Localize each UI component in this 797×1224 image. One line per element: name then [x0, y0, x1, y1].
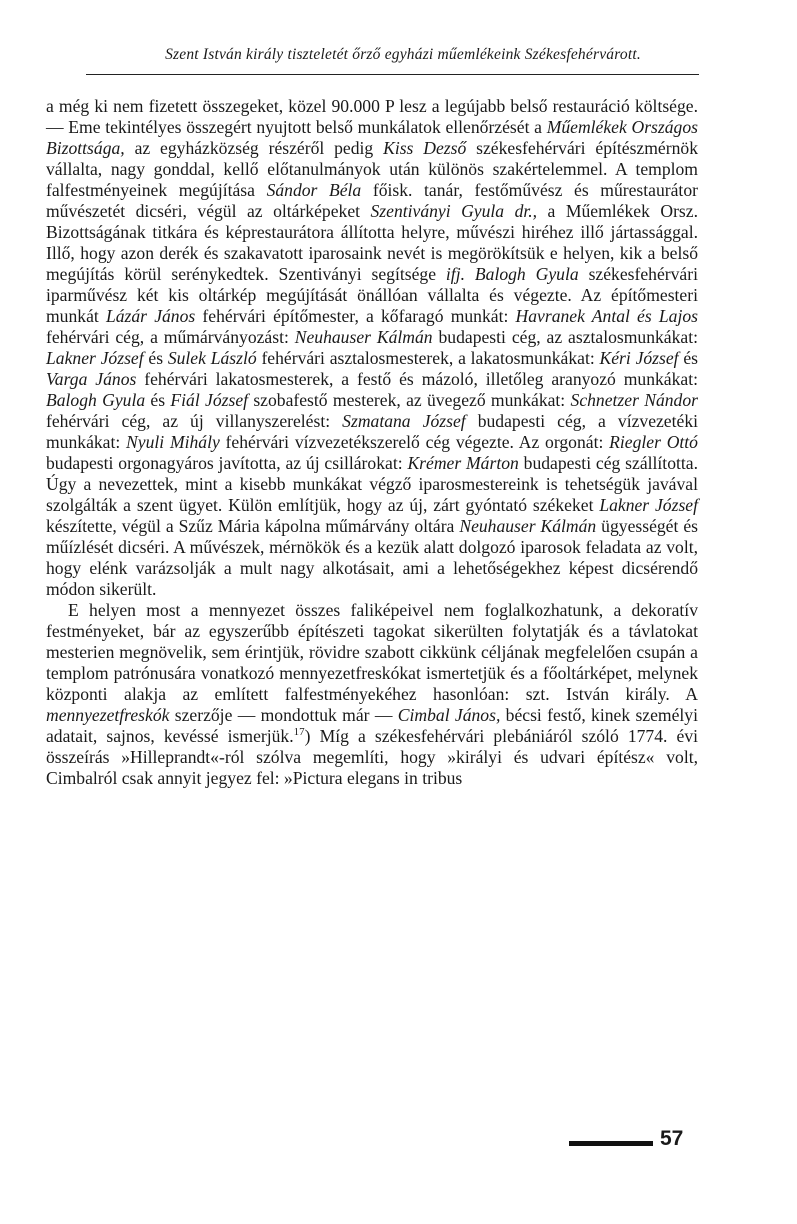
- paragraph: [46, 600, 698, 789]
- text-run: ügyességét és műízlését dicséri. A művészek, mérnökök és a kezük alatt dolgozó iparosok feladata az volt, hogy elénk varázsolják a mult nagy alkotásait, ami a lehetőségekhez képest dicsérendő módon sikerült.: [46, 516, 698, 599]
- text-run: E helyen most a mennyezet összes faliképeivel nem foglalkozhatunk, a dekoratív festményeket, bár az egyszerűbb építészeti tagokat sikerülten folytatják és a távlatokat mesterien megnövelik, sem érintjük, rövidre szabott cikkünk céljának megfelelően csupán a templom patrónusára vonatkozó mennyezetfreskókat ismertetjük és a főoltárképet, melynek központi alakja az említett falfestményekéhez hasonlóan: szt. István király. A: [46, 600, 698, 704]
- page-number: 57: [660, 1127, 684, 1150]
- italic-name: Neuhauser Kálmán: [294, 327, 433, 347]
- italic-name: Fiál József: [170, 390, 249, 410]
- text-run: készítette, végül a Szűz Mária kápolna műmárvány oltára: [46, 516, 460, 536]
- text-run: főisk. tanár, festőművész és műrestaurátor művészetét dicséri, végül az oltárképeket: [46, 180, 698, 221]
- text-run: és: [145, 390, 171, 410]
- text-run: fehérvári asztalosmesterek, a lakatosmunkákat:: [256, 348, 600, 368]
- text-run: székesfehérvári építészmérnök vállalta, nagy gonddal, kellő előtanulmányok után különös szakértelemmel. A templom falfestményeinek megújítása: [46, 138, 698, 200]
- paragraph: [46, 96, 698, 600]
- text-run: budapesti cég szállította. Úgy a nevezettek, mint a kisebb munkákat végző iparosmestereink is tehetségük javával szolgálták a szent ügyet. Külön említjük, hogy az új, zárt gyóntató székeket: [46, 453, 698, 515]
- text-run: budapesti orgonagyáros javította, az új csillárokat:: [46, 453, 408, 473]
- text-run: az egyházközség részéről pedig: [124, 138, 384, 158]
- text-run: szobafestő mesterek, az üvegező munkákat:: [248, 390, 571, 410]
- italic-name: Lázár János: [105, 306, 196, 326]
- italic-name: Lakner József: [599, 495, 698, 515]
- italic-name: Schnetzer Nándor: [570, 390, 698, 410]
- italic-name: Cimbal János,: [397, 705, 501, 725]
- italic-name: Kéri József: [599, 348, 679, 368]
- text-run: ) Míg a székesfehérvári plebániáról szóló 1774. évi összeírás »Hilleprandt«-ról szólva megemlíti, hogy »királyi és udvari építész« volt, Cimbalról csak annyit jegyez fel: »Pictura elegans in tribus: [46, 726, 699, 788]
- text-run: szerzője — mondottuk már —: [169, 705, 398, 725]
- italic-name: Szentiványi Gyula dr.,: [370, 201, 538, 221]
- italic-name: Riegler Ottó: [609, 432, 698, 452]
- italic-name: Nyuli Mihály: [126, 432, 220, 452]
- text-run: és: [678, 348, 698, 368]
- italic-name: Krémer Márton: [407, 453, 519, 473]
- italic-name: Balogh Gyula: [46, 390, 146, 410]
- text-run: fehérvári építőmester, a kőfaragó munkát:: [195, 306, 516, 326]
- text-run: a még ki nem fizetett összegeket, közel 90.000 P lesz a legújabb belső restauráció költsége. — Eme tekintélyes összegért nyujtott belső munkálatok ellenőrzését a: [46, 96, 698, 137]
- text-run: fehérvári cég, az új villanyszerelést:: [46, 411, 343, 431]
- italic-name: Varga János: [46, 369, 137, 389]
- italic-name: ifj. Balogh Gyula: [445, 264, 579, 284]
- italic-name: Neuhauser Kálmán: [459, 516, 597, 536]
- text-run: budapesti cég, a vízvezetéki munkákat:: [46, 411, 699, 452]
- italic-name: Lakner József: [46, 348, 144, 368]
- italic-name: Szmatana József: [342, 411, 466, 431]
- italic-name: Sándor Béla: [266, 180, 362, 200]
- running-header: Szent István király tiszteletét őrző egyházi műemlékeink Székesfehérvárott.: [165, 46, 641, 63]
- footnote-ref: 17: [293, 726, 305, 739]
- article-body: [46, 96, 698, 789]
- text-run: fehérvári cég, a műmárványozást:: [46, 327, 295, 347]
- text-run: székesfehérvári iparművész két kis oltárkép megújítását önállóan vállalta és végezte. Az építőmesteri munkát: [46, 264, 698, 326]
- italic-name: Sulek László: [167, 348, 257, 368]
- text-run: a Műemlékek Orsz. Bizottságának titkára és képrestaurátora állította helyre, művészi hiréhez illő jártassággal. Illő, hogy azon derék és szakavatott iparosaink nevét is megörökítsük e helyen, kik a belső megújítás körül serénykedtek. Szentiványi segítsége: [46, 201, 698, 284]
- text-run: budapesti cég, az asztalosmunkákat:: [432, 327, 698, 347]
- italic-name: Havranek Antal és Lajos: [515, 306, 699, 326]
- header-rule: [86, 74, 699, 75]
- footer-rule: [569, 1141, 653, 1146]
- text-run: fehérvári vízvezetékszerelő cég végezte. Az orgonát:: [219, 432, 610, 452]
- italic-name: Műemlékek Országos Bizottsága,: [46, 117, 698, 158]
- italic-name: Kiss Dezső: [383, 138, 467, 158]
- text-run: bécsi festő, kinek személyi adatait, sajnos, kevéssé ismerjük.: [46, 705, 698, 746]
- text-run: és: [143, 348, 168, 368]
- italic-name: mennyezetfreskók: [46, 705, 170, 725]
- text-run: fehérvári lakatosmesterek, a festő és mázoló, illetőleg aranyozó munkákat:: [136, 369, 699, 389]
